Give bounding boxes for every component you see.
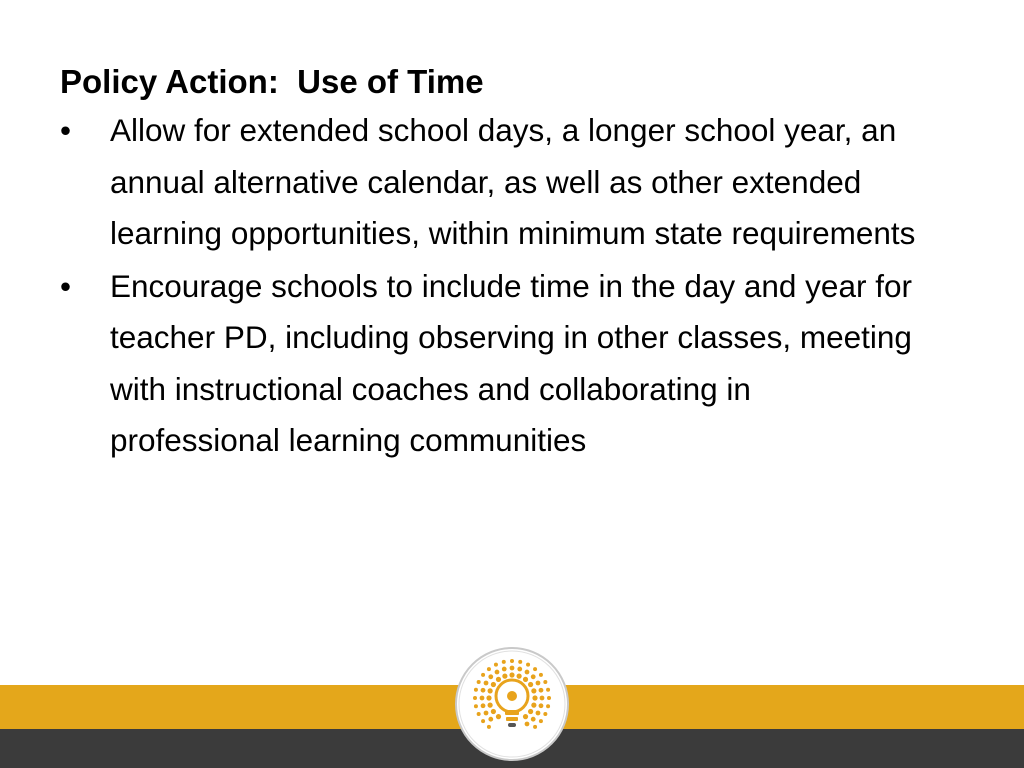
- slide-content: [60, 60, 920, 467]
- logo-ray-dot: [533, 725, 537, 729]
- logo-ray-dot: [510, 666, 515, 671]
- logo-ray-dot: [481, 719, 485, 723]
- logo-ray-dot: [502, 674, 507, 679]
- logo-ray-dot: [539, 703, 544, 708]
- logo-ray-dot: [540, 696, 545, 701]
- logo-ray-dot: [488, 688, 493, 693]
- logo-ray-dot: [532, 695, 537, 700]
- logo-ray-dot: [477, 712, 481, 716]
- logo-ray-dot: [496, 714, 501, 719]
- logo-ray-dot: [481, 703, 486, 708]
- logo-graphic: [454, 646, 570, 762]
- logo-ray-dot: [547, 696, 551, 700]
- logo-ray-dot: [517, 674, 522, 679]
- logo-ray-dot: [539, 673, 543, 677]
- logo-ray-dot: [481, 688, 486, 693]
- logo-ray-dot: [531, 688, 536, 693]
- logo-ray-dot: [484, 711, 489, 716]
- logo-ray-dot: [474, 704, 478, 708]
- logo-ray-dot: [474, 688, 478, 692]
- logo-ray-dot: [539, 719, 543, 723]
- logo-ray-dot: [477, 680, 481, 684]
- logo-ray-dot: [496, 677, 501, 682]
- logo-ray-dot: [531, 674, 536, 679]
- logo-ray-dot: [486, 695, 491, 700]
- logo-ray-dot: [536, 711, 541, 716]
- logo-ray-dot: [533, 667, 537, 671]
- bullet-text: Encourage schools to include time in the day and year for teacher PD, including observing in other classes, meeting with instructional coaches and collaborating in professional learning communities: [110, 267, 912, 458]
- logo-ray-dot: [509, 672, 514, 677]
- logo-ray-dot: [481, 673, 485, 677]
- logo-ray-dot: [491, 682, 496, 687]
- logo-ray-dot: [528, 682, 533, 687]
- logo-ray-dot: [487, 667, 491, 671]
- logo-ray-dot: [473, 696, 477, 700]
- logo-ray-dot: [528, 709, 533, 714]
- logo-ray-dot: [517, 667, 522, 672]
- logo-ray-dot: [523, 714, 528, 719]
- logo-ray-dot: [526, 663, 530, 667]
- logo-ray-dot: [488, 717, 493, 722]
- logo-ray-dot: [510, 659, 514, 663]
- logo-ray-dot: [494, 663, 498, 667]
- logo-ray-dot: [480, 696, 485, 701]
- logo-ray-dot: [539, 688, 544, 693]
- logo-ray-dot: [502, 660, 506, 664]
- bullet-list: [60, 105, 920, 467]
- logo-ray-dot: [546, 704, 550, 708]
- logo-ray-dot: [491, 709, 496, 714]
- bullet-marker: •: [60, 267, 72, 304]
- bullet-text: Allow for extended school days, a longer school year, an annual alternative calendar, as well as other extended learning opportunities, within minimum state requirements: [110, 112, 916, 251]
- logo-ray-dot: [523, 677, 528, 682]
- logo-ray-dot: [525, 670, 530, 675]
- logo-ray-dot: [495, 670, 500, 675]
- logo-ray-dot: [531, 717, 536, 722]
- logo-ray-dot: [488, 703, 493, 708]
- bullet-item: [60, 261, 920, 467]
- logo-ray-dot: [525, 722, 530, 727]
- logo-ray-dot: [502, 667, 507, 672]
- logo-ray-dot: [543, 680, 547, 684]
- logo-ray-dot: [484, 681, 489, 686]
- logo-ray-dot: [546, 688, 550, 692]
- logo-ray-dot: [543, 712, 547, 716]
- bullet-marker: •: [60, 112, 72, 148]
- slide-title: Policy Action: Use of Time: [60, 63, 484, 100]
- logo-ray-dot: [488, 674, 493, 679]
- lightbulb-sunburst-icon: [454, 646, 570, 762]
- logo-ray-dot: [531, 703, 536, 708]
- logo-ray-dot: [487, 725, 491, 729]
- bullet-item: [60, 105, 920, 260]
- logo-ray-dot: [536, 681, 541, 686]
- logo-ray-dot: [518, 660, 522, 664]
